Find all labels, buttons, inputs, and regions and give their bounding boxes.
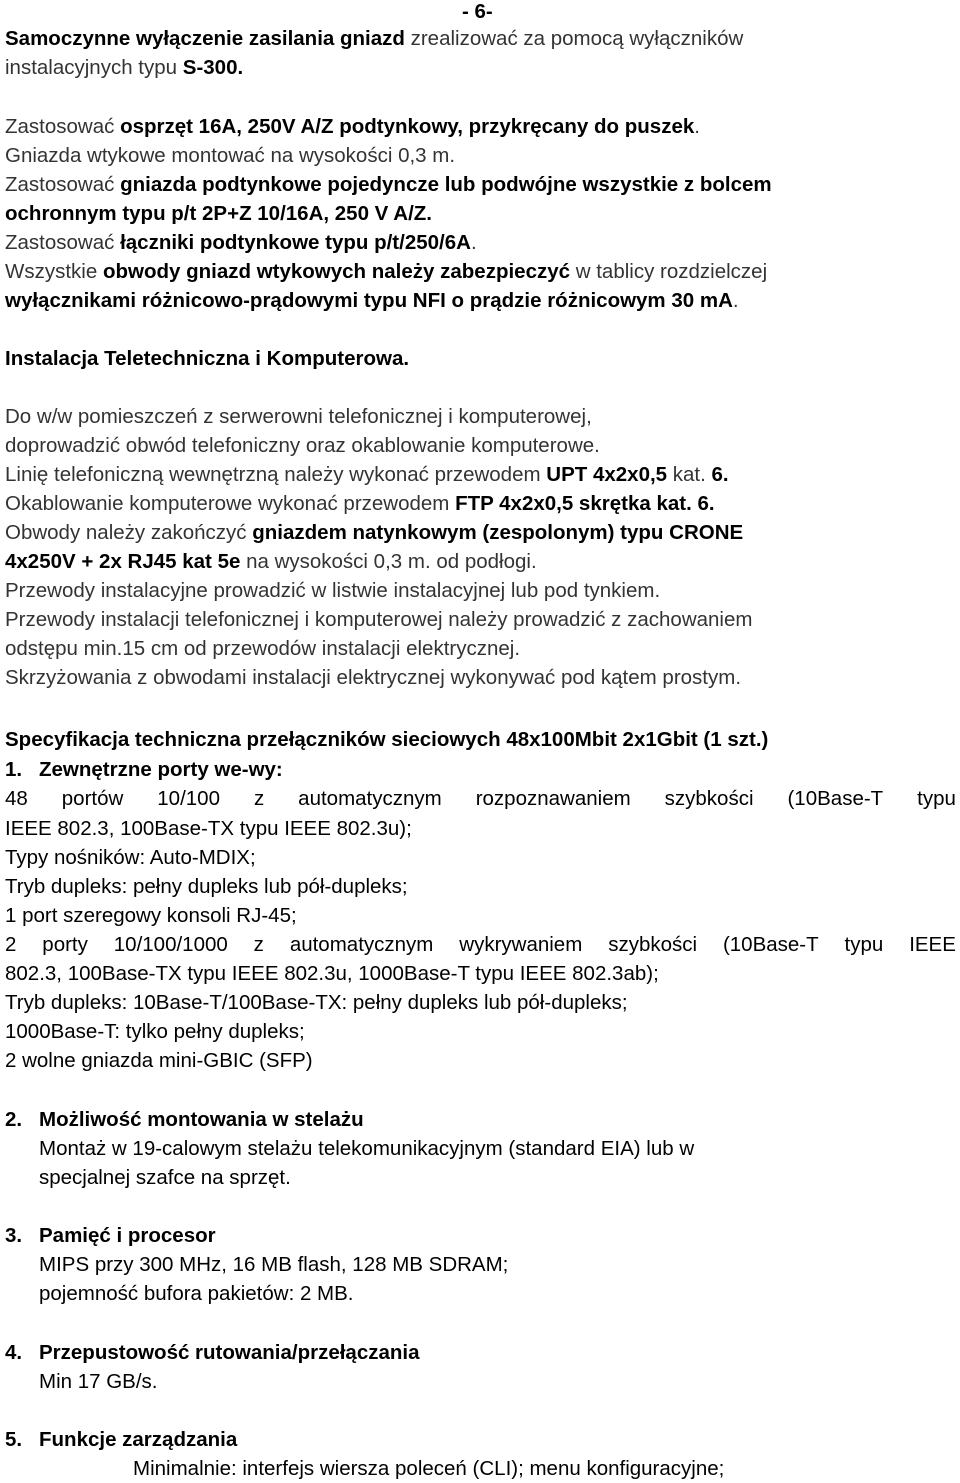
heading-number: 1.: [5, 758, 23, 781]
heading-text: Przepustowość rutowania/przełączania: [39, 1341, 420, 1364]
bold-phrase: gniazda podtynkowe pojedyncze lub podwójne wszystkie z bolcem: [120, 173, 772, 196]
heading-text: Pamięć i procesor: [39, 1224, 216, 1247]
text-line: [5, 171, 772, 199]
numbered-heading: [5, 1222, 216, 1250]
text-span: Okablowanie komputerowe wykonać przewodem: [5, 492, 456, 515]
numbered-heading: [5, 1339, 420, 1367]
text-line: [5, 113, 700, 141]
text-line: Przewody instalacji telefonicznej i komputerowej należy prowadzić z zachowaniem: [5, 608, 753, 631]
page-number: - 6-: [462, 0, 493, 23]
word: szybkości: [608, 933, 698, 956]
text-line: [5, 25, 743, 53]
justified-line: [5, 785, 956, 813]
word: szybkości: [664, 787, 754, 810]
word: automatycznym: [298, 787, 442, 810]
text-line: 802.3, 100Base-TX typu IEEE 802.3u, 1000Base-T typu IEEE 802.3ab);: [5, 962, 659, 985]
text-line: [5, 548, 537, 576]
bold-phrase: obwody gniazd wtykowych należy zabezpieczyć: [102, 260, 571, 283]
text-line: [5, 519, 743, 547]
text-line: Gniazda wtykowe montować na wysokości 0,3 m.: [5, 144, 456, 167]
word: rozpoznawaniem: [475, 787, 631, 810]
bold-phrase: łączniki podtynkowe typu p/t/250/6A: [120, 231, 471, 254]
word: 10/100/1000: [113, 933, 228, 956]
text-line: [5, 461, 729, 489]
word: 10/100: [157, 787, 220, 810]
heading-text: Możliwość montowania w stelażu: [39, 1108, 364, 1131]
text-span: instalacyjnych typu: [5, 56, 183, 79]
heading-number: 5.: [5, 1428, 23, 1451]
text-span: Zastosować: [5, 231, 121, 254]
text-line: specjalnej szafce na sprzęt.: [39, 1166, 291, 1189]
word: z: [253, 933, 264, 956]
text-line: Tryb dupleks: pełny dupleks lub pół-dupleks;: [5, 875, 408, 898]
text-line: 1 port szeregowy konsoli RJ-45;: [5, 904, 297, 927]
text-line: ochronnym typu p/t 2P+Z 10/16A, 250 V A/Z.: [5, 202, 433, 225]
text-line: Montaż w 19-calowym stelażu telekomunikacyjnym (standard EIA) lub w: [39, 1137, 695, 1160]
text-span: .: [732, 289, 739, 312]
text-line: Minimalnie: interfejs wiersza poleceń (CLI); menu konfiguracyjne;: [133, 1457, 725, 1480]
text-line: odstępu min.15 cm od przewodów instalacji elektrycznej.: [5, 637, 521, 660]
word: 2: [5, 933, 17, 956]
heading-text: Funkcje zarządzania: [39, 1428, 238, 1451]
heading-text: Zewnętrzne porty we-wy:: [39, 758, 283, 781]
heading-number: 4.: [5, 1341, 23, 1364]
text-line: [5, 490, 715, 518]
text-line: pojemność bufora pakietów: 2 MB.: [39, 1282, 354, 1305]
word: portów: [61, 787, 124, 810]
text-line: 2 wolne gniazda mini-GBIC (SFP): [5, 1049, 313, 1072]
text-line: Przewody instalacyjne prowadzić w listwie instalacyjnej lub pod tynkiem.: [5, 579, 661, 602]
bold-phrase: wyłącznikami różnicowo-prądowymi typu NFI o prądzie różnicowym 30 mA: [5, 289, 733, 312]
text-span: .: [470, 231, 477, 254]
word: wykrywaniem: [459, 933, 583, 956]
text-span: Linię telefoniczną wewnętrzną należy wykonać przewodem: [5, 463, 547, 486]
word: porty: [42, 933, 88, 956]
word: (10Base-T: [722, 933, 819, 956]
text-line: [5, 54, 243, 82]
text-span: Wszystkie: [5, 260, 103, 283]
text-line: [5, 287, 739, 315]
text-span: zrealizować za pomocą wyłączników: [404, 27, 744, 50]
heading-number: 2.: [5, 1108, 23, 1131]
bold-phrase: osprzęt 16A, 250V A/Z podtynkowy, przykręcany do puszek: [120, 115, 695, 138]
text-line: doprowadzić obwód telefoniczny oraz okablowanie komputerowe.: [5, 434, 600, 457]
text-span: .: [694, 115, 700, 138]
word: typu: [917, 787, 956, 810]
text-span: w tablicy rozdzielczej: [570, 260, 768, 283]
bold-phrase: S-300.: [182, 56, 244, 79]
numbered-heading: [5, 1426, 237, 1454]
text-line: Do w/w pomieszczeń z serwerowni telefonicznej i komputerowej,: [5, 405, 592, 428]
text-line: Tryb dupleks: 10Base-T/100Base-TX: pełny dupleks lub pół-dupleks;: [5, 991, 628, 1014]
text-line: Skrzyżowania z obwodami instalacji elektrycznej wykonywać pod kątem prostym.: [5, 666, 742, 689]
text-line: Min 17 GB/s.: [39, 1370, 158, 1393]
text-line: [5, 258, 767, 286]
word: typu: [844, 933, 884, 956]
text-span: Zastosować: [5, 115, 121, 138]
section-heading: Instalacja Teletechniczna i Komputerowa.: [5, 347, 410, 370]
text-span: kat.: [667, 463, 712, 486]
word: 48: [5, 787, 28, 810]
word: (10Base-T: [787, 787, 884, 810]
heading-number: 3.: [5, 1224, 23, 1247]
text-span: Zastosować: [5, 173, 121, 196]
bold-phrase: FTP 4x2x0,5 skrętka kat. 6.: [455, 492, 715, 515]
numbered-heading: [5, 756, 283, 784]
section-heading: Specyfikacja techniczna przełączników sieciowych 48x100Mbit 2x1Gbit (1 szt.): [5, 728, 769, 751]
text-line: Typy nośników: Auto-MDIX;: [5, 846, 256, 869]
text-line: MIPS przy 300 MHz, 16 MB flash, 128 MB SDRAM;: [39, 1253, 509, 1276]
text-span: na wysokości 0,3 m. od podłogi.: [240, 550, 537, 573]
text-line: 1000Base-T: tylko pełny dupleks;: [5, 1020, 305, 1043]
numbered-heading: [5, 1106, 364, 1134]
word: IEEE: [909, 933, 956, 956]
text-line: IEEE 802.3, 100Base-TX typu IEEE 802.3u);: [5, 817, 412, 840]
bold-phrase: UPT 4x2x0,5: [546, 463, 668, 486]
justified-line: [5, 931, 956, 959]
word: automatycznym: [289, 933, 434, 956]
word: z: [253, 787, 265, 810]
text-line: [5, 229, 477, 257]
bold-phrase: 6.: [711, 463, 729, 486]
bold-phrase: Samoczynne wyłączenie zasilania gniazd: [5, 27, 405, 50]
bold-phrase: 4x250V + 2x RJ45 kat 5e: [5, 550, 241, 573]
text-span: Obwody należy zakończyć: [5, 521, 253, 544]
bold-phrase: gniazdem natynkowym (zespolonym) typu CRONE: [252, 521, 744, 544]
